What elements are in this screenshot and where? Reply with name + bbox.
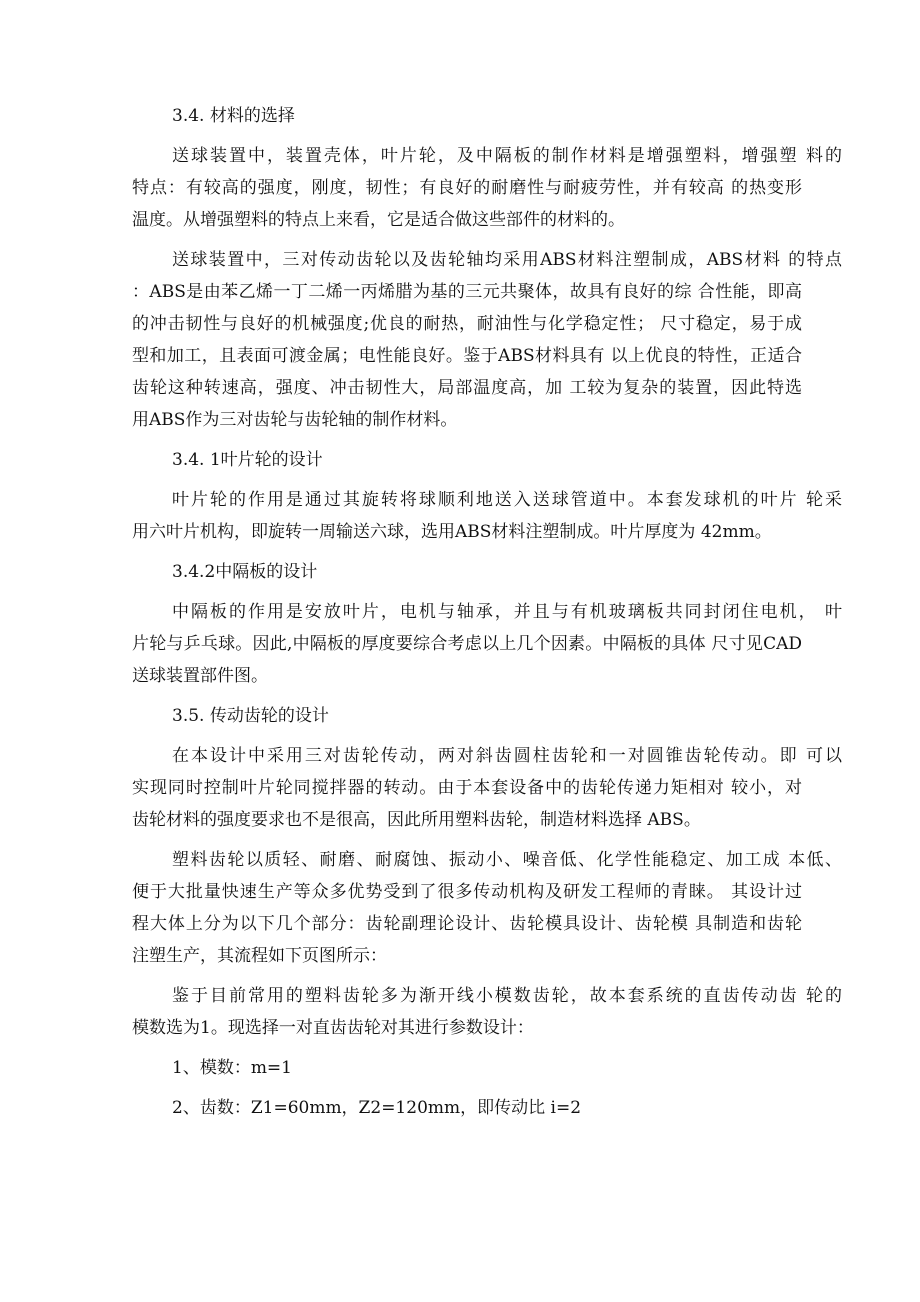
section-heading-3-5: 3.5. 传动齿轮的设计 <box>172 706 329 726</box>
paragraph-line: 程大体上分为以下几个部分：齿轮副理论设计、齿轮模具设计、齿轮模 具制造和齿轮 <box>132 914 802 934</box>
paragraph-line: 叶片轮的作用是通过其旋转将球顺利地送入送球管道中。本套发球机的叶片 轮采 <box>172 490 842 510</box>
paragraph-line: 用ABS作为三对齿轮与齿轮轴的制作材料。 <box>132 410 458 430</box>
paragraph-line: 齿轮这种转速高，强度、冲击韧性大，局部温度高，加 工较为复杂的装置，因此特选 <box>132 378 802 398</box>
paragraph-line: 齿轮材料的强度要求也不是很高，因此所用塑料齿轮，制造材料选择 ABS。 <box>132 810 701 830</box>
paragraph-line: 的冲击韧性与良好的机械强度;优良的耐热，耐油性与化学稳定性； 尺寸稳定，易于成 <box>132 314 802 334</box>
paragraph-line: 送球装置部件图。 <box>132 666 268 686</box>
paragraph-line: 片轮与乒乓球。因此,中隔板的厚度要综合考虑以上几个因素。中隔板的具体 尺寸见CAD <box>132 634 802 654</box>
document-body <box>132 100 842 1124</box>
paragraph-line: 注塑生产，其流程如下页图所示： <box>132 946 387 966</box>
paragraph-line: 用六叶片机构，即旋转一周输送六球，选用ABS材料注塑制成。叶片厚度为 42mm。 <box>132 522 772 542</box>
paragraph-line: 型和加工，且表面可渡金属；电性能良好。鉴于ABS材料具有 以上优良的特性，正适合 <box>132 346 802 366</box>
paragraph-line: 在本设计中采用三对齿轮传动，两对斜齿圆柱齿轮和一对圆锥齿轮传动。即 可以 <box>172 746 842 766</box>
paragraph-reinforced-plastic <box>132 140 842 236</box>
paragraph-plastic-gear <box>132 844 842 972</box>
paragraph-line: 鉴于目前常用的塑料齿轮多为渐开线小模数齿轮，故本套系统的直齿传动齿 轮的 <box>172 986 842 1006</box>
list-item-teeth: 2、齿数：Z1=60mm，Z2=120mm，即传动比 i=2 <box>172 1098 582 1118</box>
paragraph-line: 温度。从增强塑料的特点上来看，它是适合做这些部件的材料的。 <box>132 210 625 230</box>
paragraph-line: 便于大批量快速生产等众多优势受到了很多传动机构及研发工程师的青睐。 其设计过 <box>132 882 802 902</box>
list-item-module: 1、模数：m=1 <box>172 1058 292 1078</box>
paragraph-partition <box>132 596 842 692</box>
section-heading-3-4-1: 3.4. 1叶片轮的设计 <box>172 450 323 470</box>
paragraph-impeller <box>132 484 842 548</box>
paragraph-line: 特点：有较高的强度，刚度，韧性；有良好的耐磨性与耐疲劳性，并有较高 的热变形 <box>132 178 802 198</box>
section-heading-3-4-2: 3.4.2中隔板的设计 <box>172 562 318 582</box>
paragraph-module-selection <box>132 980 842 1044</box>
paragraph-abs-material <box>132 244 842 436</box>
paragraph-gear-transmission <box>132 740 842 836</box>
section-heading-3-4: 3.4. 材料的选择 <box>172 106 295 126</box>
paragraph-line: ：ABS是由苯乙烯一丁二烯一丙烯腊为基的三元共聚体，故具有良好的综 合性能，即高 <box>132 282 802 302</box>
paragraph-line: 塑料齿轮以质轻、耐磨、耐腐蚀、振动小、噪音低、化学性能稳定、加工成 本低、 <box>172 850 842 870</box>
paragraph-line: 模数选为1。现选择一对直齿齿轮对其进行参数设计： <box>132 1018 534 1038</box>
paragraph-line: 中隔板的作用是安放叶片，电机与轴承，并且与有机玻璃板共同封闭住电机， 叶 <box>172 602 842 622</box>
paragraph-line: 送球装置中，装置壳体，叶片轮，及中隔板的制作材料是增强塑料，增强塑 料的 <box>172 146 842 166</box>
paragraph-line: 送球装置中，三对传动齿轮以及齿轮轴均采用ABS材料注塑制成，ABS材料 的特点 <box>172 250 842 270</box>
paragraph-line: 实现同时控制叶片轮同搅拌器的转动。由于本套设备中的齿轮传递力矩相对 较小，对 <box>132 778 802 798</box>
